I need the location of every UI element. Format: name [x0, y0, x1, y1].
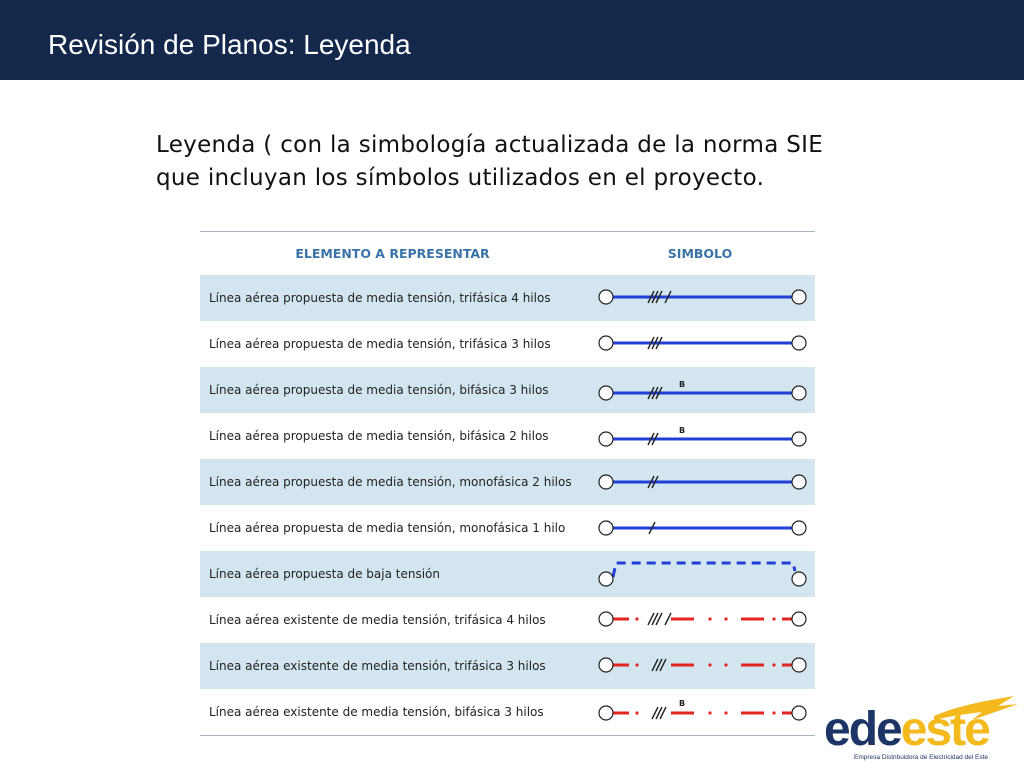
- phase-tag: B: [679, 699, 686, 708]
- column-header-element: ELEMENTO A REPRESENTAR: [295, 246, 490, 261]
- legend-row: [200, 367, 815, 413]
- proposed-mv-2phase-3wire-symbol: [592, 367, 814, 413]
- existing-mv-2phase-3wire-symbol: [592, 689, 814, 735]
- legend-row: [200, 643, 815, 689]
- legend-row: [200, 551, 815, 597]
- legend-row: [200, 321, 815, 367]
- legend-row-label: Línea aérea propuesta de media tensión, bifásica 2 hilos: [209, 429, 549, 443]
- legend-row-label: Línea aérea propuesta de media tensión, monofásica 1 hilo: [209, 521, 566, 535]
- legend-row-label: Línea aérea propuesta de media tensión, trifásica 3 hilos: [209, 337, 551, 351]
- logo-word-ede: ede: [824, 703, 901, 756]
- proposed-mv-3phase-3wire-symbol: [592, 321, 814, 367]
- legend-row-label: Línea aérea propuesta de media tensión, monofásica 2 hilos: [209, 475, 572, 489]
- legend-row: [200, 275, 815, 321]
- intro-line-1: Leyenda ( con la simbología actualizada de la norma SIE: [156, 132, 824, 158]
- column-header-symbol: SIMBOLO: [667, 246, 733, 261]
- proposed-lv-line-symbol: [592, 551, 814, 597]
- proposed-mv-1phase-1wire-symbol: [592, 505, 814, 551]
- proposed-mv-3phase-4wire-symbol: [592, 275, 814, 321]
- intro-text: [156, 129, 916, 195]
- phase-tag: B: [679, 380, 686, 389]
- phase-tag: B: [679, 426, 686, 435]
- legend-row: [200, 505, 815, 551]
- legend-row-label: Línea aérea propuesta de media tensión, trifásica 4 hilos: [209, 291, 551, 305]
- proposed-mv-2phase-2wire-symbol: [592, 413, 814, 459]
- logo-word-este: este: [900, 703, 989, 756]
- proposed-mv-1phase-2wire-symbol: [592, 459, 814, 505]
- edeeste-logo: [822, 694, 1020, 764]
- slide-header: [0, 0, 1024, 80]
- logo-tagline: Empresa Distribuidora de Electricidad del Este: [854, 754, 989, 761]
- intro-line-2: que incluyan los símbolos utilizados en el proyecto.: [156, 165, 765, 191]
- legend-row: [200, 689, 815, 735]
- existing-mv-3phase-4wire-symbol: [592, 597, 814, 643]
- logo-wordmark: [824, 703, 989, 756]
- existing-mv-3phase-3wire-symbol: [592, 643, 814, 689]
- legend-row: [200, 459, 815, 505]
- legend-table: [200, 231, 815, 736]
- slide-title: Revisión de Planos: Leyenda: [48, 29, 411, 60]
- legend-row: [200, 413, 815, 459]
- legend-row-label: Línea aérea propuesta de media tensión, bifásica 3 hilos: [209, 383, 549, 397]
- legend-row-label: Línea aérea existente de media tensión, bifásica 3 hilos: [209, 705, 544, 719]
- legend-row: [200, 597, 815, 643]
- legend-header-row: [200, 232, 815, 275]
- legend-row-label: Línea aérea existente de media tensión, trifásica 4 hilos: [209, 613, 546, 627]
- legend-row-label: Línea aérea existente de media tensión, trifásica 3 hilos: [209, 659, 546, 673]
- legend-row-label: Línea aérea propuesta de baja tensión: [209, 567, 441, 581]
